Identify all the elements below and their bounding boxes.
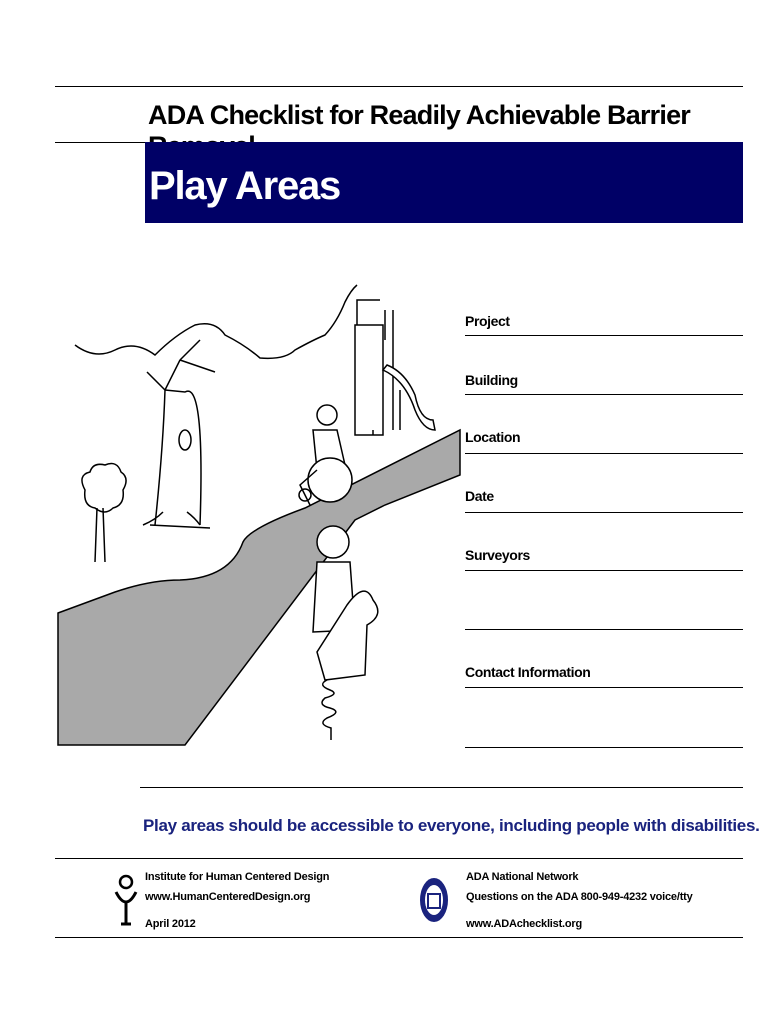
contact-information-field-extra[interactable] xyxy=(465,746,743,748)
field-label-building: Building xyxy=(465,372,518,388)
title-banner xyxy=(145,142,743,223)
footer-right-questions: Questions on the ADA 800-949-4232 voice/tty xyxy=(466,891,693,903)
footer-right-org: ADA National Network xyxy=(466,871,579,883)
ada-network-logo-icon xyxy=(418,874,450,926)
footer-left-org: Institute for Human Centered Design xyxy=(145,871,330,883)
document-subtitle: ADA Checklist for Readily Achievable Barrier xyxy=(148,100,691,130)
surveyors-field[interactable] xyxy=(465,569,743,571)
project-field[interactable] xyxy=(465,334,743,336)
surveyors-field-extra[interactable] xyxy=(465,628,743,630)
page-title: Play Areas xyxy=(149,164,341,208)
field-label-project: Project xyxy=(465,313,510,329)
date-field[interactable] xyxy=(465,511,743,513)
tagline: Play areas should be accessible to everyone, including people with disabilities. xyxy=(143,816,760,835)
field-label-date: Date xyxy=(465,488,494,504)
playground-illustration xyxy=(55,280,465,750)
field-label-location: Location xyxy=(465,429,521,445)
banner-left-rule xyxy=(55,142,145,143)
small-tree-illustration xyxy=(82,464,126,562)
tagline-top-rule xyxy=(140,787,743,788)
wheelchair-user-illustration xyxy=(299,405,352,505)
footer-top-rule xyxy=(55,858,743,859)
top-rule xyxy=(55,86,743,87)
building-field[interactable] xyxy=(465,393,743,395)
footer-bottom-rule xyxy=(55,937,743,938)
field-label-contact-information: Contact Information xyxy=(465,664,591,680)
footer-date: April 2012 xyxy=(145,918,196,930)
field-label-surveyors: Surveyors xyxy=(465,547,530,563)
footer-left-url[interactable]: www.HumanCenteredDesign.org xyxy=(145,891,311,903)
ihcd-logo-icon xyxy=(113,872,139,928)
contact-information-field[interactable] xyxy=(465,686,743,688)
footer-right-url[interactable]: www.ADAchecklist.org xyxy=(466,918,583,930)
slide-illustration xyxy=(355,300,435,435)
location-field[interactable] xyxy=(465,452,743,454)
